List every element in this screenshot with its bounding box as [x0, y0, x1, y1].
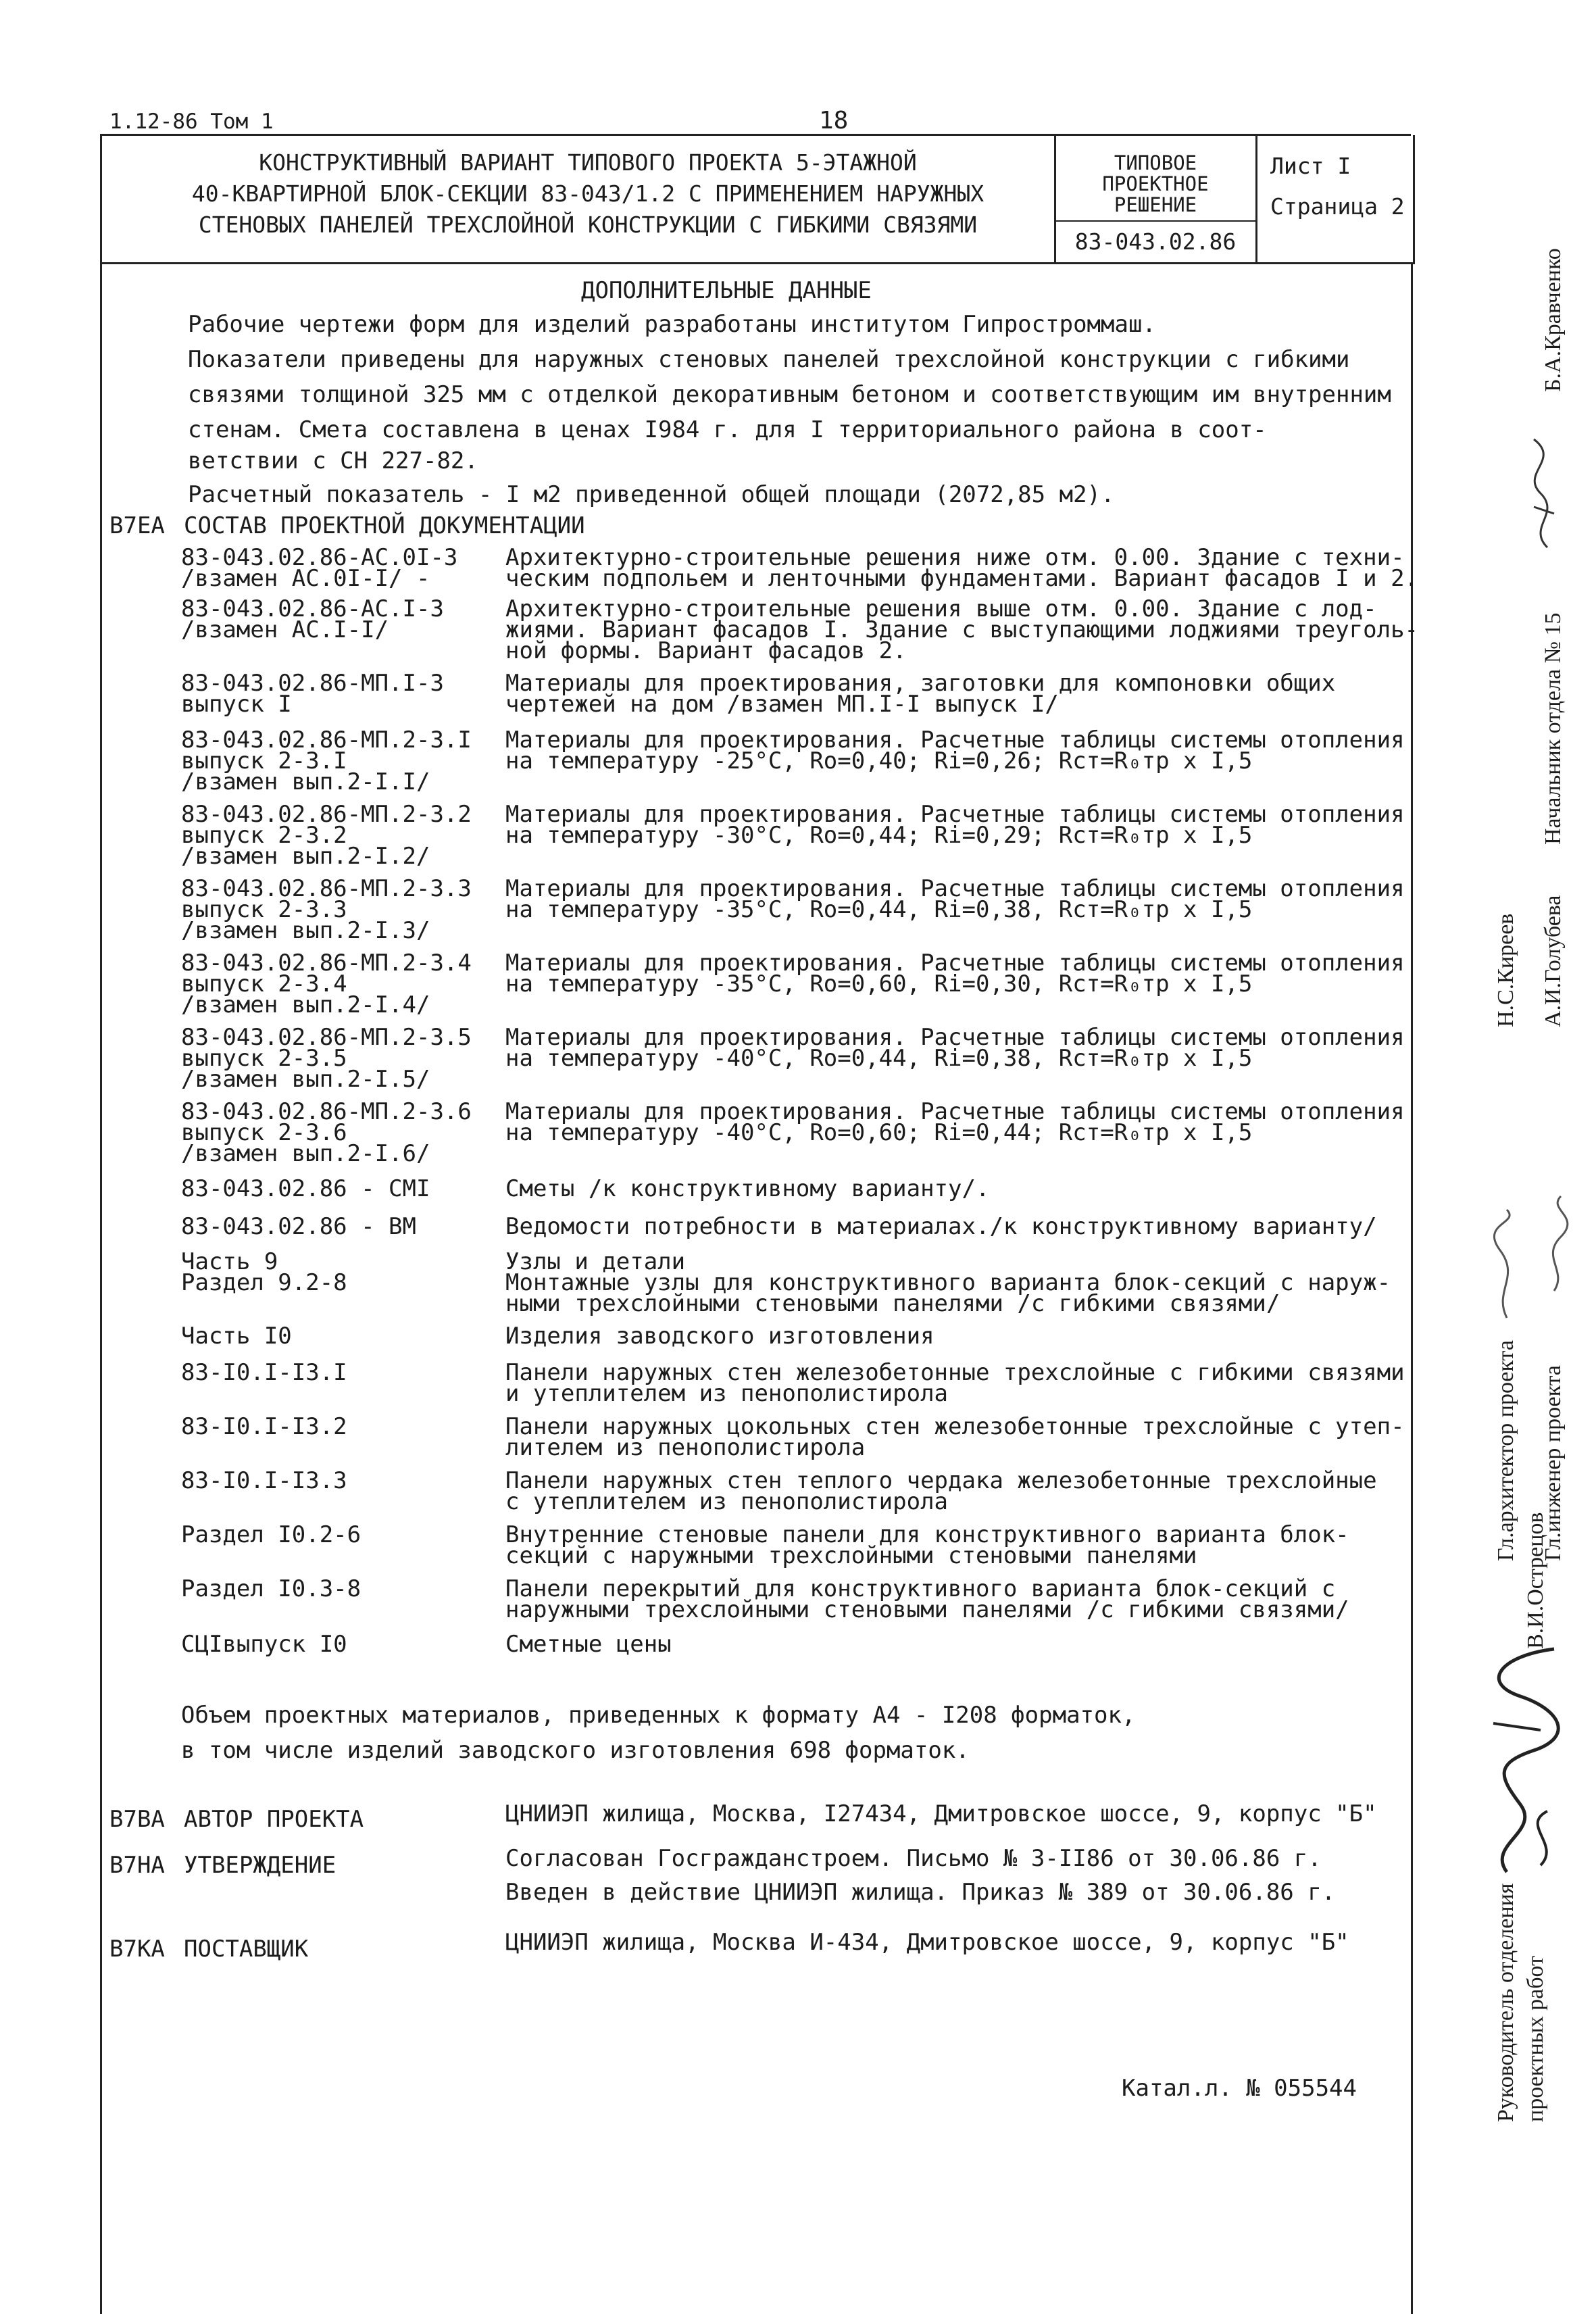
typical-line: ТИПОВОЕ [1114, 151, 1197, 174]
additional-title: ДОПОЛНИТЕЛЬНЫЕ ДАННЫЕ [581, 277, 872, 304]
approval-code: В7НА [109, 1852, 165, 1879]
sheet-number: Лист I [1270, 153, 1351, 179]
author-text: ЦНИИЭП жилища, Москва, I27434, Дмитровское шоссе, 9, корпус "Б" [505, 1800, 1377, 1827]
typical-line: РЕШЕНИЕ [1114, 193, 1197, 216]
title-line: СТЕНОВЫХ ПАНЕЛЕЙ ТРЕХСЛОЙНОЙ КОНСТРУКЦИИ С ГИБКИМИ СВЯЗЯМИ [198, 212, 978, 238]
doc-description: Материалы для проектирования. Расчетные таблицы системы отопления на температуру -30°С, Ro=0,44; Ri=0,29; Rст=R₀тр x I,5 [505, 801, 1405, 849]
document-title [135, 147, 1041, 241]
doc-code: 83-I0.I-I3.2 [181, 1413, 347, 1440]
title-line: КОНСТРУКТИВНЫЙ ВАРИАНТ ТИПОВОГО ПРОЕКТА 5-ЭТАЖНОЙ [259, 149, 917, 176]
doc-description: Узлы и детали Монтажные узлы для конструктивного варианта блок-секций с наруж- ными трехслойными стеновыми панелями /с гибкими связями/ [505, 1248, 1391, 1317]
volume-line: в том числе изделий заводского изготовления 698 форматок. [181, 1737, 970, 1764]
doc-description: Ведомости потребности в материалах./к конструктивному варианту/ [505, 1213, 1377, 1240]
signature-scribble [1520, 433, 1574, 554]
additional-line: Расчетный показатель - I м2 приведенной общей площади (2072,85 м2). [188, 481, 1115, 508]
doc-description: Материалы для проектирования. Расчетные таблицы системы отопления на температуру -35°С, Ro=0,60, Ri=0,30, Rст=R₀тр x I,5 [505, 950, 1405, 998]
frame-left-border [100, 262, 102, 2314]
doc-code: Часть I0 [181, 1323, 292, 1350]
typical-solution-label [1059, 153, 1251, 216]
doc-code: СЦIвыпуск I0 [181, 1631, 347, 1658]
supplier-text: ЦНИИЭП жилища, Москва И-434, Дмитровское шоссе, 9, корпус "Б" [505, 1929, 1349, 1956]
doc-code: 83-043.02.86-МП.I-3 выпуск I [181, 670, 444, 718]
typical-code: 83-043.02.86 [1074, 228, 1237, 255]
additional-line: Рабочие чертежи форм для изделий разработаны институтом Гипростроммаш. [188, 311, 1156, 338]
doc-code: 83-043.02.86-МП.2-3.I выпуск 2-3.I /взамен вып.2-I.I/ [181, 727, 472, 795]
chief-architect-caption: Гл.архитектор проекта [1493, 1340, 1518, 1561]
additional-line: Показатели приведены для наружных стеновых панелей трехслойной конструкции с гибкими [188, 346, 1350, 373]
signature-scribble [1480, 1642, 1581, 1886]
doc-code: 83-043.02.86 - СМI [181, 1175, 430, 1202]
typical-line: ПРОЕКТНОЕ [1102, 172, 1209, 195]
doc-code: 83-043.02.86-МП.2-3.2 выпуск 2-3.2 /взамен вып.2-I.2/ [181, 801, 472, 870]
doc-code: 83-I0.I-I3.I [181, 1359, 347, 1386]
doc-code: 83-043.02.86-МП.2-3.5 выпуск 2-3.5 /взамен вып.2-I.5/ [181, 1024, 472, 1093]
doc-code: 83-043.02.86-АС.I-3 /взамен АС.I-I/ [181, 595, 444, 643]
doc-description: Сметные цены [505, 1631, 672, 1658]
doc-description: Сметы /к конструктивному варианту/. [505, 1175, 990, 1202]
doc-description: Внутренние стеновые панели для конструктивного варианта блок- секций с наружными трехслойными стеновыми панелями [505, 1521, 1349, 1569]
supplier-label: ПОСТАВЩИК [184, 1936, 309, 1963]
chief-engineer-caption: Гл.инженер проекта [1541, 1364, 1566, 1561]
signature-scribble [1487, 1203, 1534, 1325]
composition-code: В7ЕА [109, 512, 165, 539]
dept-head-caption: Начальник отдела № 15 [1541, 612, 1566, 845]
doc-description: Архитектурно-строительные решения выше отм. 0.00. Здание с лод- жиями. Вариант фасадов I. Здание с выступающими лоджиями треуголь- ной формы. Вариант фасадов 2. [505, 595, 1419, 664]
additional-line: связями толщиной 325 мм с отделкой декоративным бетоном и соответствующим им внутренним [188, 381, 1391, 408]
doc-description: Материалы для проектирования. Расчетные таблицы системы отопления на температуру -40°С, Ro=0,44, Ri=0,38, Rст=R₀тр x I,5 [505, 1024, 1405, 1072]
composition-title: СОСТАВ ПРОЕКТНОЙ ДОКУМЕНТАЦИИ [184, 512, 585, 539]
approval-line: Согласован Госгражданстроем. Письмо № 3-II86 от 30.06.86 г. [505, 1845, 1322, 1872]
doc-description: Архитектурно-строительные решения ниже отм. 0.00. Здание с техни- ческим подпольем и ленточными фундаментами. Вариант фасадов I и 2. [505, 544, 1419, 592]
doc-code: Раздел I0.3-8 [181, 1575, 361, 1602]
doc-description: Изделия заводского изготовления [505, 1323, 934, 1350]
doc-description: Панели наружных цокольных стен железобетонные трехслойные с утеп- лителем из пенополистирола [505, 1413, 1405, 1461]
doc-description: Материалы для проектирования, заготовки для компоновки общих чертежей на дом /взамен МП.I-I выпуск I/ [505, 670, 1336, 718]
code-rule [1054, 220, 1255, 222]
signature-scribble [1534, 1189, 1581, 1298]
doc-description: Панели наружных стен теплого чердака железобетонные трехслойные с утеплителем из пенополистирола [505, 1467, 1377, 1515]
catalog-number: Катал.л. № 055544 [1122, 2075, 1357, 2102]
doc-description: Панели перекрытий для конструктивного варианта блок-секций с наружными трехслойными стеновыми панелями /с гибкими связями/ [505, 1575, 1349, 1623]
page-label: Страница 2 [1270, 193, 1405, 220]
doc-code: Раздел I0.2-6 [181, 1521, 361, 1548]
volume-line: Объем проектных материалов, приведенных к формату А4 - I208 форматок, [181, 1702, 1136, 1729]
doc-description: Материалы для проектирования. Расчетные таблицы системы отопления на температуру -35°С, Ro=0,44, Ri=0,38, Rст=R₀тр x I,5 [505, 875, 1405, 923]
approval-label: УТВЕРЖДЕНИЕ [184, 1852, 336, 1879]
dept-head-name: Б.А.Кравченко [1541, 248, 1566, 392]
series-code: 1.12-86 Том 1 [109, 109, 274, 134]
doc-code: 83-043.02.86-МП.2-3.3 выпуск 2-3.3 /взамен вып.2-I.3/ [181, 875, 472, 944]
doc-code: 83-043.02.86-МП.2-3.4 выпуск 2-3.4 /взамен вып.2-I.4/ [181, 950, 472, 1018]
doc-code: 83-043.02.86 - ВМ [181, 1213, 416, 1240]
doc-code: Часть 9 Раздел 9.2-8 [181, 1248, 347, 1296]
doc-description: Материалы для проектирования. Расчетные таблицы системы отопления на температуру -40°С, Ro=0,60; Ri=0,44; Rст=R₀тр x I,5 [505, 1098, 1405, 1146]
approval-line: Введен в действие ЦНИИЭП жилища. Приказ № 389 от 30.06.86 г. [505, 1879, 1336, 1906]
doc-code: 83-043.02.86-МП.2-3.6 выпуск 2-3.6 /взамен вып.2-I.6/ [181, 1098, 472, 1167]
doc-code: 83-I0.I-I3.3 [181, 1467, 347, 1494]
doc-description: Материалы для проектирования. Расчетные таблицы системы отопления на температуру -25°С, Ro=0,40; Ri=0,26; Rст=R₀тр x I,5 [505, 727, 1405, 774]
header-divider [1054, 135, 1056, 262]
head-dept-name: В.И.Острецов [1523, 1512, 1548, 1649]
doc-description: Панели наружных стен железобетонные трехслойные с гибкими связями и утеплителем из пенополистирола [505, 1359, 1405, 1407]
chief-engineer-name: А.И.Голубева [1541, 895, 1566, 1027]
head-dept-caption: Руководитель отделения [1493, 1883, 1518, 2122]
author-code: В7ВА [109, 1806, 165, 1833]
doc-code: 83-043.02.86-АС.0I-3 /взамен АС.0I-I/ - [181, 544, 458, 592]
head-dept-caption: проектных работ [1523, 1956, 1548, 2122]
supplier-code: В7КА [109, 1936, 165, 1963]
page-number: 18 [819, 107, 849, 134]
chief-architect-name: Н.С.Киреев [1493, 913, 1518, 1027]
additional-line: ветствии с СН 227-82. [188, 447, 478, 474]
additional-line: стенам. Смета составлена в ценах I984 г. для I территориального района в соот- [188, 416, 1267, 443]
author-label: АВТОР ПРОЕКТА [184, 1806, 364, 1833]
title-line: 40-КВАРТИРНОЙ БЛОК-СЕКЦИИ 83-043/1.2 С ПРИМЕНЕНИЕМ НАРУЖНЫХ [191, 180, 984, 207]
header-divider [1255, 135, 1257, 262]
